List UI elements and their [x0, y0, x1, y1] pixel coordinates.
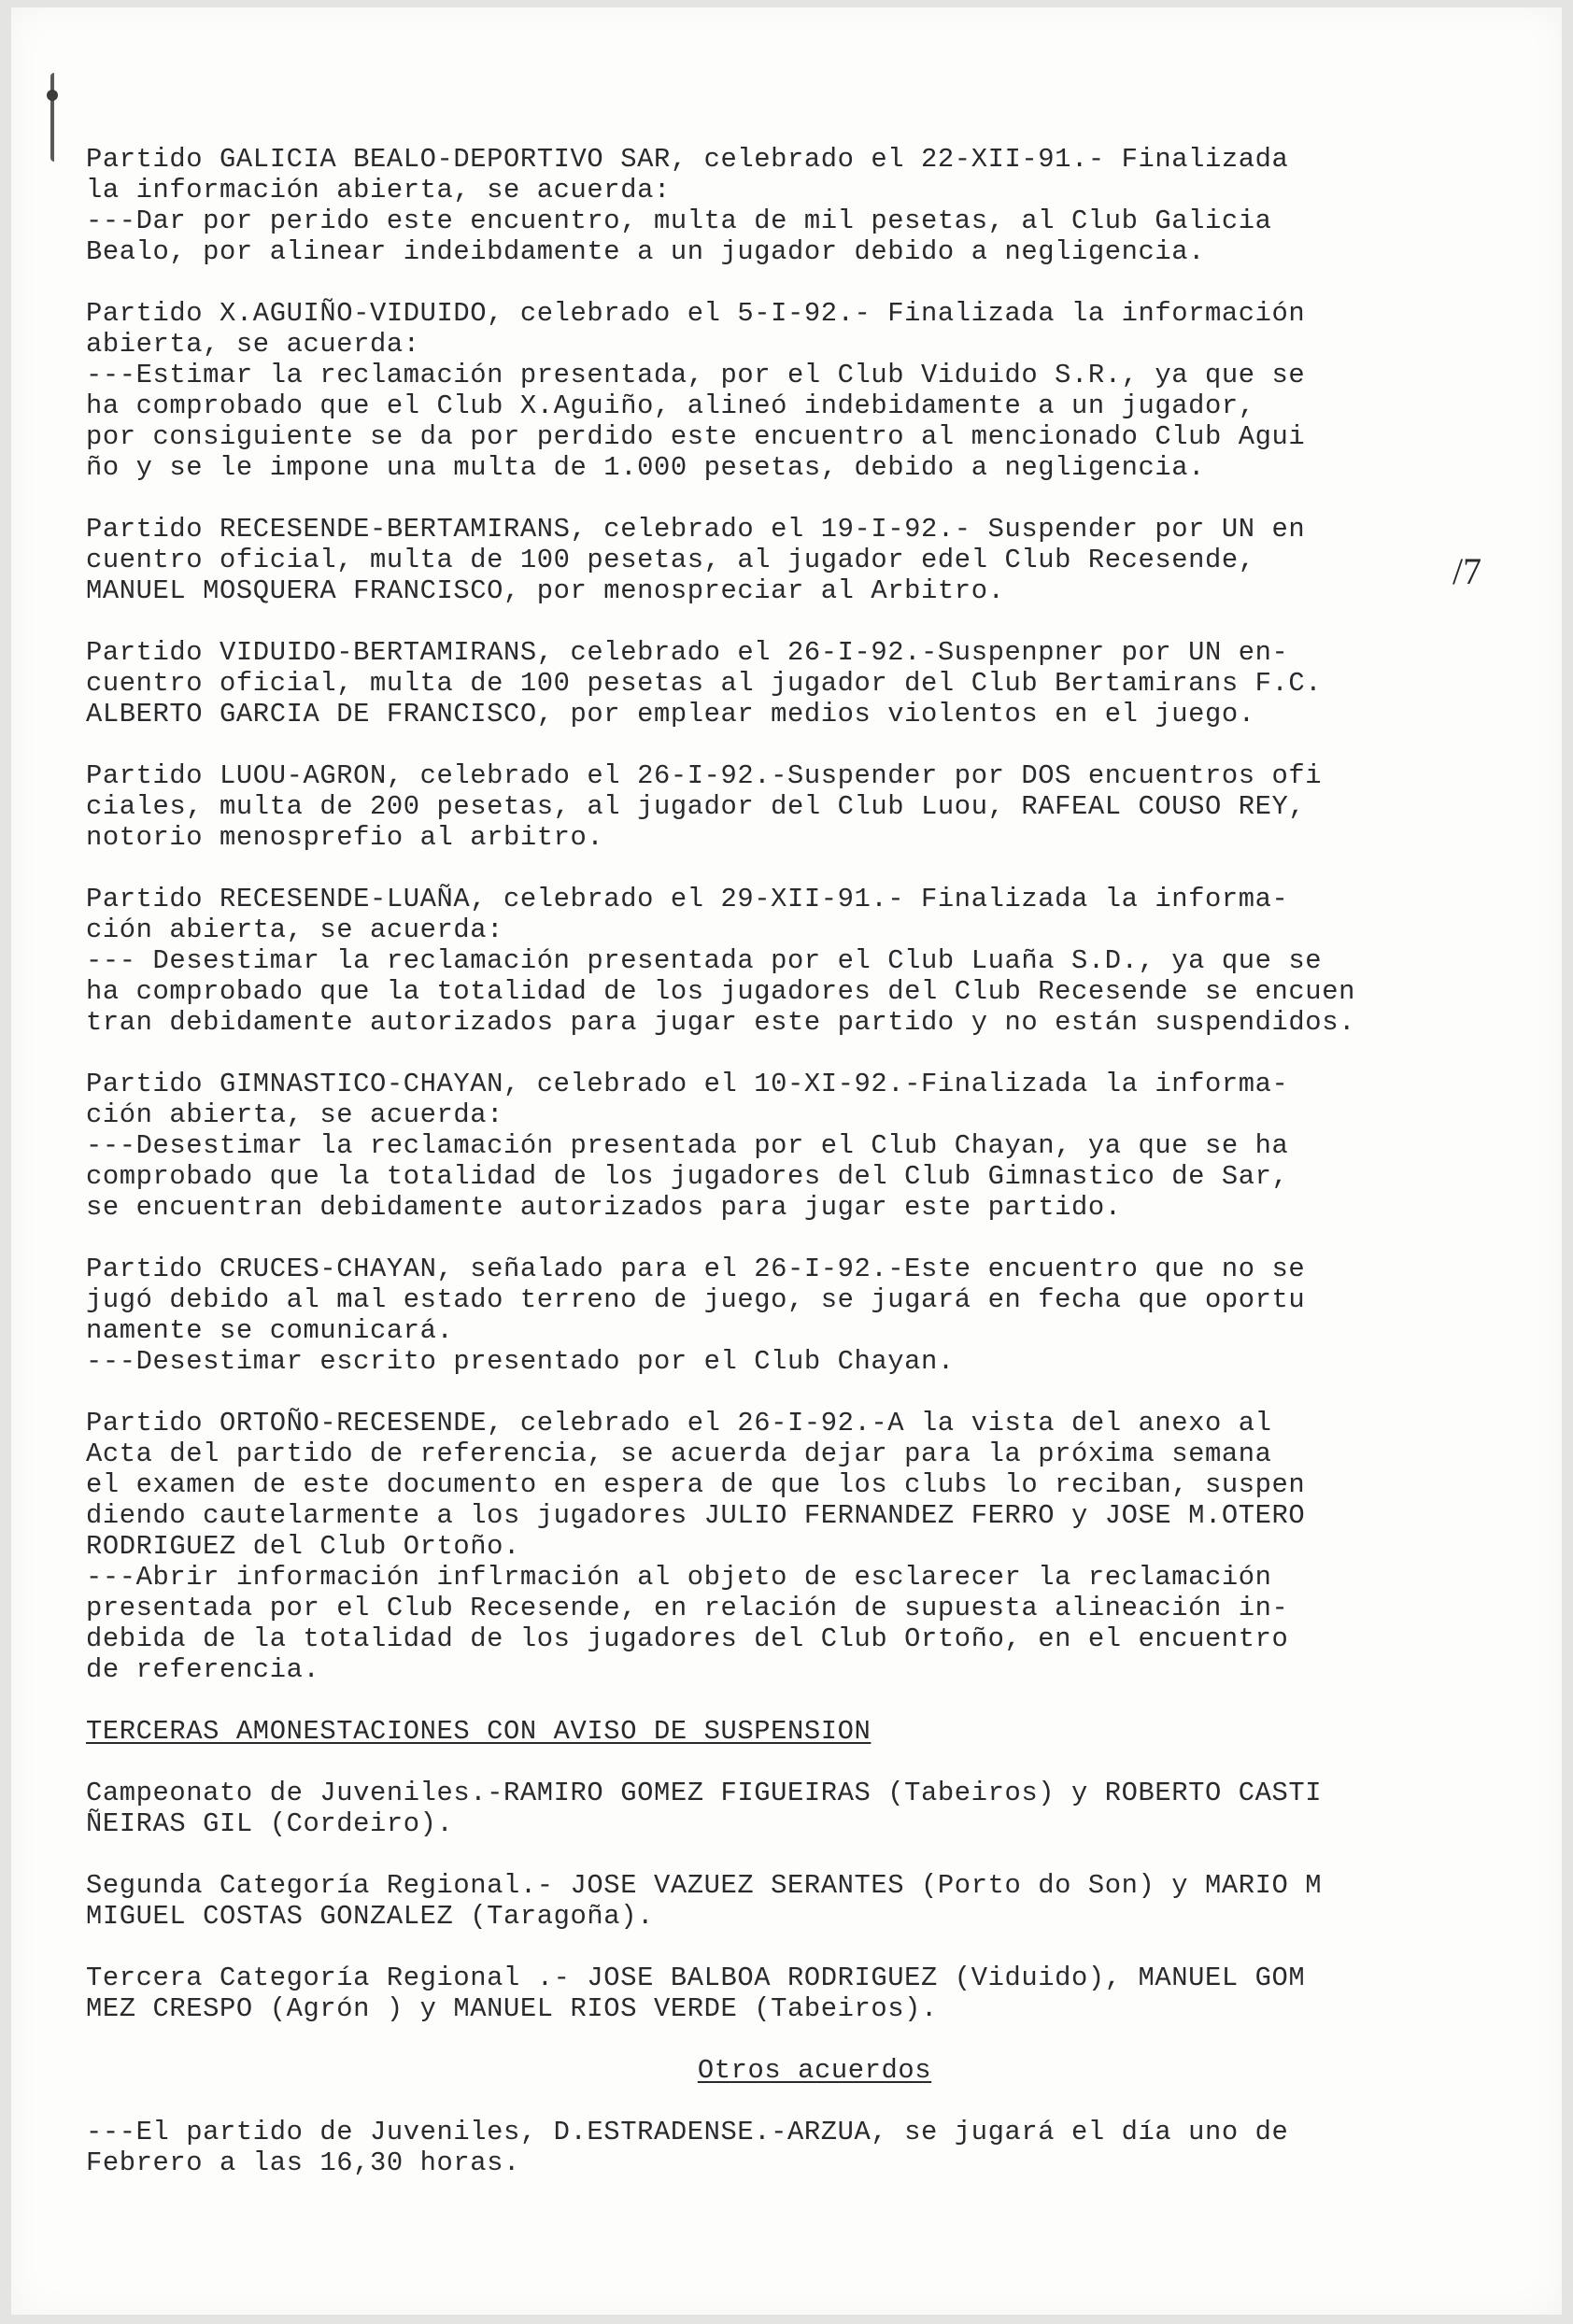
resolution-paragraph — [86, 298, 1543, 483]
other-agreements-heading-row — [86, 2055, 1543, 2086]
text-line: ---Desestimar la reclamación presentada por el Club Chayan, ya que se ha — [86, 1130, 1289, 1161]
resolution-paragraph — [86, 637, 1543, 730]
text-line: comprobado que la totalidad de los jugadores del Club Gimnastico de Sar, — [86, 1161, 1289, 1192]
paragraph-gap — [86, 2086, 1543, 2117]
paragraph-gap — [86, 1377, 1543, 1408]
text-line: el examen de este documento en espera de que los clubs lo reciban, suspen — [86, 1469, 1306, 1500]
text-line: ---Dar por perido este encuentro, multa de mil pesetas, al Club Galicia — [86, 205, 1272, 236]
other-agreement-paragraph — [86, 2117, 1543, 2178]
resolution-paragraph — [86, 760, 1543, 853]
text-line: Partido VIDUIDO-BERTAMIRANS, celebrado el 26-I-92.-Suspenpner por UN en- — [86, 637, 1289, 668]
text-line: Partido RECESENDE-BERTAMIRANS, celebrado el 19-I-92.- Suspender por UN en — [86, 514, 1306, 545]
document-page — [11, 7, 1562, 2315]
paragraph-gap — [86, 1747, 1543, 1778]
text-line: ha comprobado que la totalidad de los jugadores del Club Recesende se encuen — [86, 976, 1355, 1007]
text-line: Partido X.AGUIÑO-VIDUIDO, celebrado el 5-I-92.- Finalizada la información — [86, 298, 1306, 329]
resolution-paragraph — [86, 884, 1543, 1038]
text-line: MEZ CRESPO (Agrón ) y MANUEL RIOS VERDE (Tabeiros). — [86, 1993, 938, 2024]
text-line: ño y se le impone una multa de 1.000 pesetas, debido a negligencia. — [86, 452, 1206, 483]
paragraph-gap — [86, 2024, 1543, 2055]
text-line: MANUEL MOSQUERA FRANCISCO, por menospreciar al Arbitro. — [86, 575, 1005, 606]
paragraph-gap — [86, 730, 1543, 760]
resolution-paragraph — [86, 514, 1543, 606]
text-line: namente se comunicará. — [86, 1315, 454, 1346]
text-line: la información abierta, se acuerda: — [86, 175, 671, 205]
warning-paragraph — [86, 1963, 1543, 2024]
document-body — [86, 144, 1543, 2178]
text-line: cuentro oficial, multa de 100 pesetas, al jugador edel Club Recesende, — [86, 545, 1255, 575]
section-heading: TERCERAS AMONESTACIONES CON AVISO DE SUSPENSION — [86, 1716, 872, 1747]
text-line: Campeonato de Juveniles.-RAMIRO GOMEZ FIGUEIRAS (Tabeiros) y ROBERTO CASTI — [86, 1778, 1323, 1808]
text-line: ---Abrir información inflrmación al objeto de esclarecer la reclamación — [86, 1562, 1272, 1593]
section-heading-row — [86, 1716, 1543, 1747]
resolution-paragraph — [86, 144, 1543, 267]
text-line: RODRIGUEZ del Club Ortoño. — [86, 1531, 520, 1562]
text-line: diendo cautelarmente a los jugadores JULIO FERNANDEZ FERRO y JOSE M.OTERO — [86, 1500, 1306, 1531]
warning-paragraph — [86, 1778, 1543, 1839]
paragraph-gap — [86, 1839, 1543, 1870]
text-line: ción abierta, se acuerda: — [86, 1099, 504, 1130]
text-line: ción abierta, se acuerda: — [86, 914, 504, 945]
paragraph-gap — [86, 483, 1543, 514]
resolution-paragraph — [86, 1069, 1543, 1223]
resolution-paragraph — [86, 1408, 1543, 1685]
warning-paragraph — [86, 1870, 1543, 1932]
text-line: Febrero a las 16,30 horas. — [86, 2147, 520, 2178]
text-line: --- Desestimar la reclamación presentada por el Club Luaña S.D., ya que se — [86, 945, 1323, 976]
paragraph-gap — [86, 1685, 1543, 1716]
paragraph-gap — [86, 267, 1543, 298]
text-line: Partido RECESENDE-LUAÑA, celebrado el 29-XII-91.- Finalizada la informa- — [86, 884, 1289, 914]
text-line: ---Desestimar escrito presentado por el Club Chayan. — [86, 1346, 955, 1377]
text-line: ---Estimar la reclamación presentada, por el Club Viduido S.R., ya que se — [86, 360, 1306, 390]
paragraph-gap — [86, 1038, 1543, 1069]
text-line: Partido ORTOÑO-RECESENDE, celebrado el 26-I-92.-A la vista del anexo al — [86, 1408, 1272, 1438]
text-line: debida de la totalidad de los jugadores del Club Ortoño, en el encuentro — [86, 1623, 1289, 1654]
staple-mark — [50, 73, 64, 162]
text-line: ---El partido de Juveniles, D.ESTRADENSE.-ARZUA, se jugará el día uno de — [86, 2117, 1289, 2147]
paragraph-gap — [86, 1223, 1543, 1254]
text-line: ciales, multa de 200 pesetas, al jugador del Club Luou, RAFEAL COUSO REY, — [86, 791, 1306, 822]
text-line: ÑEIRAS GIL (Cordeiro). — [86, 1808, 454, 1839]
text-line: Bealo, por alinear indeibdamente a un jugador debido a negligencia. — [86, 236, 1206, 267]
text-line: abierta, se acuerda: — [86, 329, 420, 360]
text-line: Partido LUOU-AGRON, celebrado el 26-I-92.-Suspender por DOS encuentros ofi — [86, 760, 1323, 791]
text-line: tran debidamente autorizados para jugar este partido y no están suspendidos. — [86, 1007, 1355, 1038]
paragraph-gap — [86, 1932, 1543, 1963]
text-line: cuentro oficial, multa de 100 pesetas al jugador del Club Bertamirans F.C. — [86, 668, 1323, 699]
text-line: por consiguiente se da por perdido este encuentro al mencionado Club Agui — [86, 421, 1306, 452]
text-line: Partido CRUCES-CHAYAN, señalado para el 26-I-92.-Este encuentro que no se — [86, 1254, 1306, 1284]
text-line: MIGUEL COSTAS GONZALEZ (Taragoña). — [86, 1901, 654, 1932]
resolution-paragraph — [86, 1254, 1543, 1377]
text-line: Segunda Categoría Regional.- JOSE VAZUEZ SERANTES (Porto do Son) y MARIO M — [86, 1870, 1323, 1901]
text-line: Partido GIMNASTICO-CHAYAN, celebrado el 10-XI-92.-Finalizada la informa- — [86, 1069, 1289, 1099]
text-line: de referencia. — [86, 1654, 320, 1685]
text-line: jugó debido al mal estado terreno de juego, se jugará en fecha que oportu — [86, 1284, 1306, 1315]
text-line: ha comprobado que el Club X.Aguiño, alineó indebidamente a un jugador, — [86, 390, 1255, 421]
paragraph-gap — [86, 606, 1543, 637]
text-line: Tercera Categoría Regional .- JOSE BALBOA RODRIGUEZ (Viduido), MANUEL GOM — [86, 1963, 1306, 1993]
margin-mark: /7 — [1453, 550, 1482, 592]
paragraph-gap — [86, 853, 1543, 884]
text-line: Acta del partido de referencia, se acuerda dejar para la próxima semana — [86, 1438, 1272, 1469]
text-line: presentada por el Club Recesende, en relación de supuesta alineación in- — [86, 1593, 1289, 1623]
text-line: ALBERTO GARCIA DE FRANCISCO, por emplear medios violentos en el juego. — [86, 699, 1255, 730]
text-line: se encuentran debidamente autorizados para jugar este partido. — [86, 1192, 1122, 1223]
other-agreements-heading: Otros acuerdos — [697, 2055, 932, 2086]
text-line: notorio menosprefio al arbitro. — [86, 822, 604, 853]
text-line: Partido GALICIA BEALO-DEPORTIVO SAR, celebrado el 22-XII-91.- Finalizada — [86, 144, 1289, 175]
